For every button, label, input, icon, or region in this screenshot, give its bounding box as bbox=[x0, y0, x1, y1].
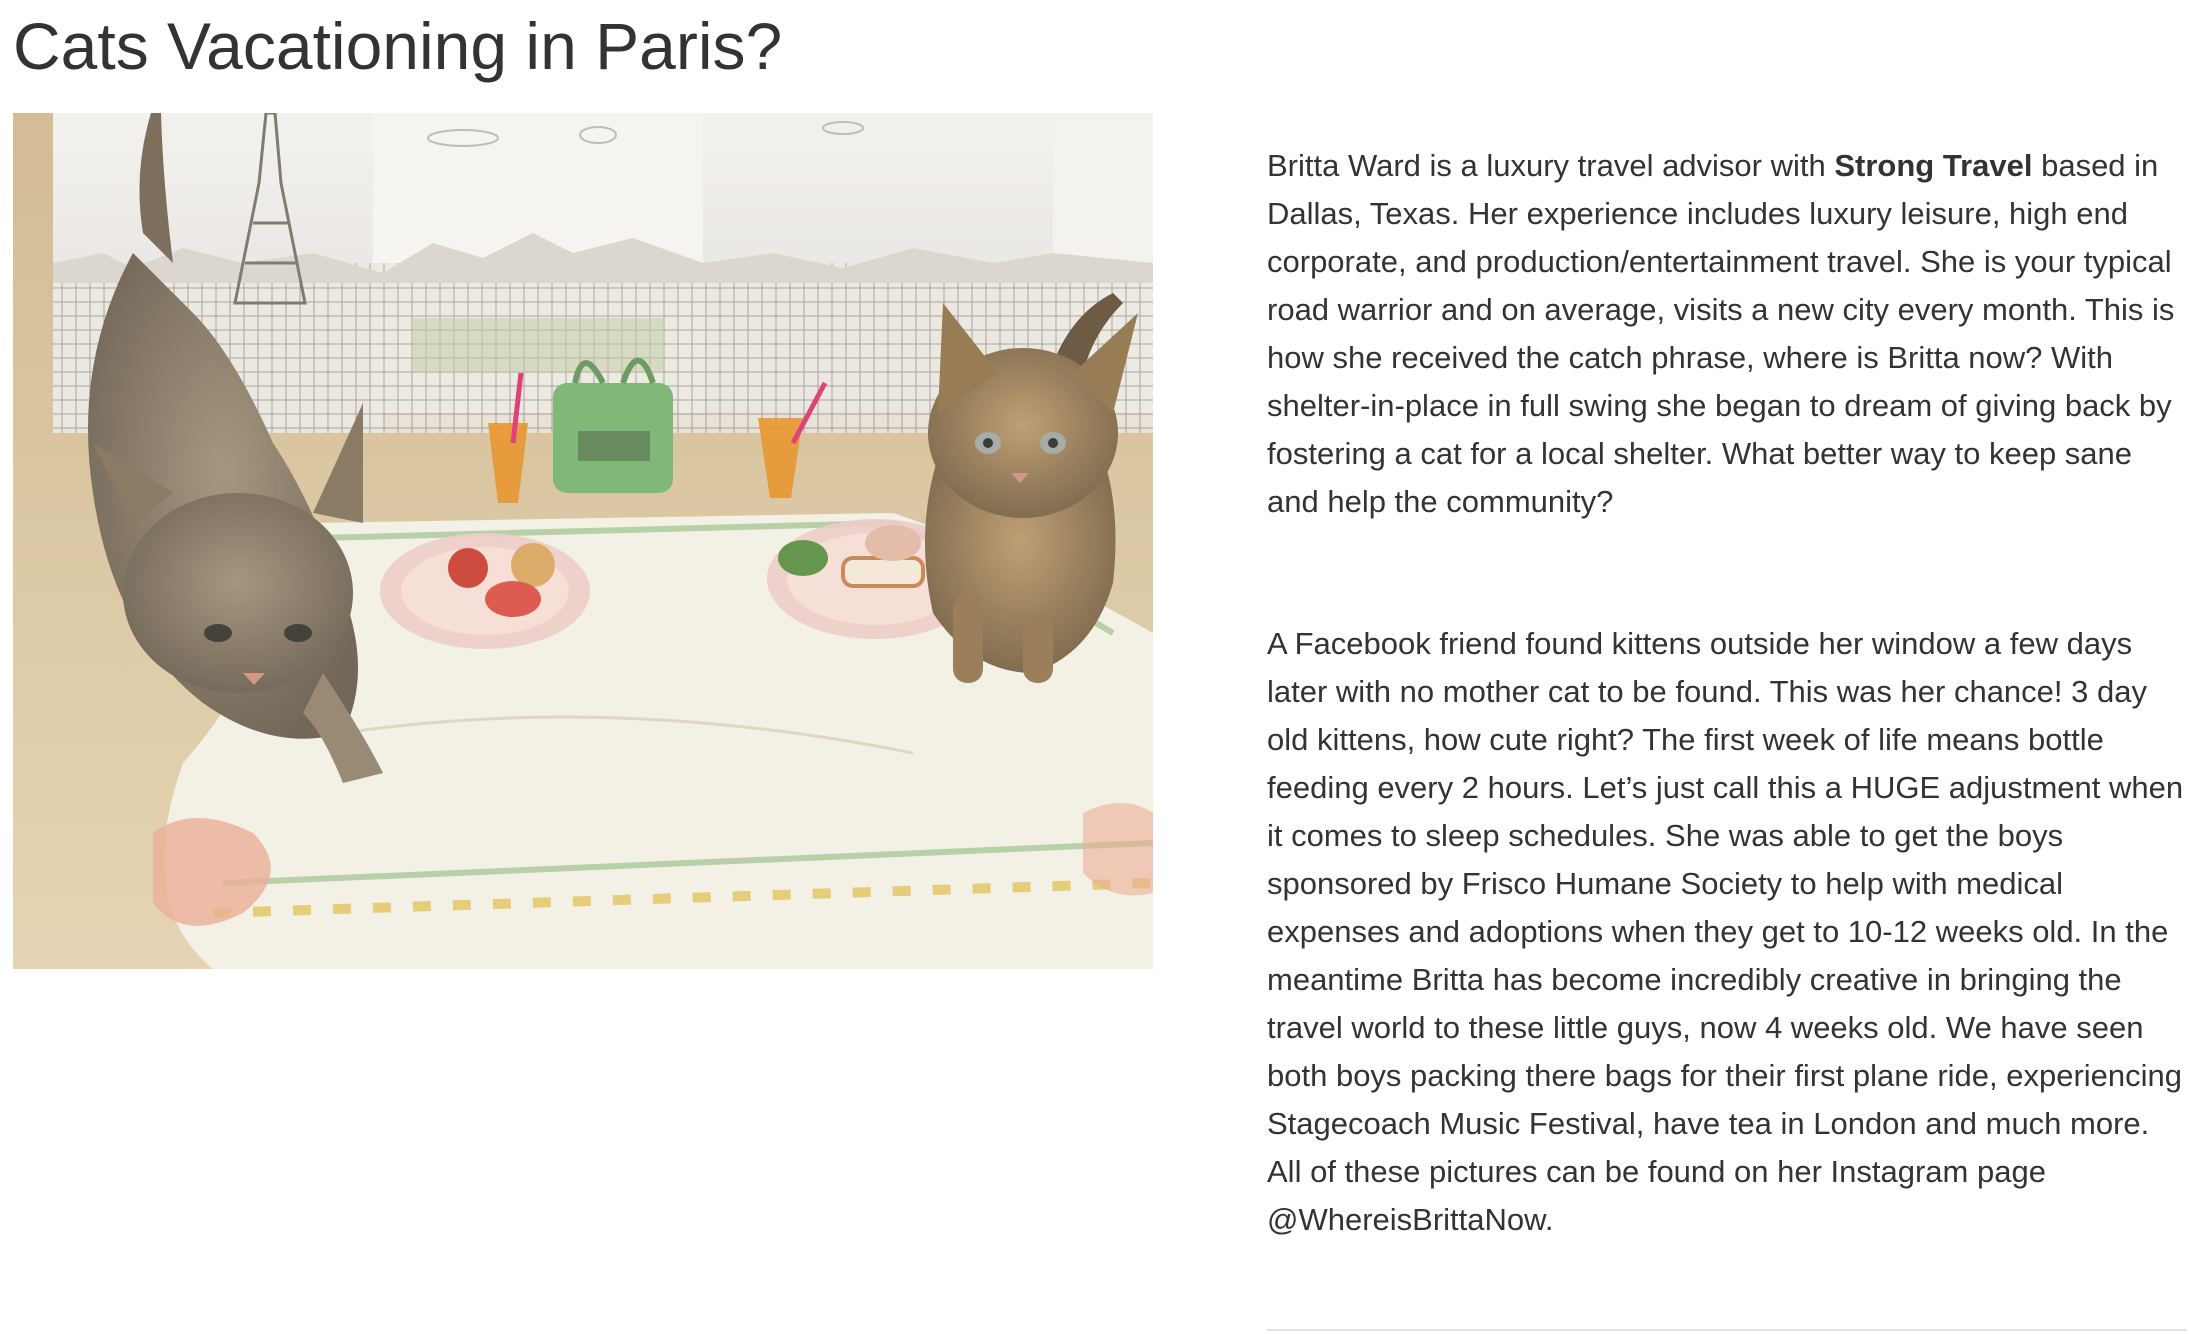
section-divider bbox=[1267, 1329, 2187, 1331]
strong-travel-name: Strong Travel bbox=[1834, 148, 2033, 183]
kittens-picnic-illustration bbox=[13, 113, 1153, 969]
page-title: Cats Vacationing in Paris? bbox=[13, 9, 783, 83]
article-body bbox=[1267, 142, 2189, 1244]
intro-text-start: Britta Ward is a luxury travel advisor with bbox=[1267, 148, 1835, 183]
intro-text-end: based in Dallas, Texas. Her experience includes luxury leisure, high end corporate, and production/entertainment travel. She is your typical road warrior and on average, visits a new city every month. This is how she received the catch phrase, where is Britta now? With shelter-in-place in full swing she began to dream of giving back by fostering a cat for a local shelter. What better way to keep sane and help the community? bbox=[1267, 148, 2175, 519]
kittens-picnic-photo bbox=[13, 113, 1153, 969]
article-paragraph-kittens: A Facebook friend found kittens outside her window a few days later with no mother cat to be found. This was her chance! 3 day old kittens, how cute right? The first week of life means bottle feeding every 2 hours. Let’s just call this a HUGE adjustment when it comes to sleep schedules. She was able to get the boys sponsored by Frisco Humane Society to help with medical expenses and adoptions when they get to 10-12 weeks old. In the meantime Britta has become incredibly creative in bringing the travel world to these little guys, now 4 weeks old. We have seen both boys packing there bags for their first plane ride, experiencing Stagecoach Music Festival, have tea in London and much more. All of these pictures can be found on her Instagram page @WhereisBrittaNow. bbox=[1267, 626, 2184, 1237]
article-paragraph-intro bbox=[1267, 142, 2189, 526]
